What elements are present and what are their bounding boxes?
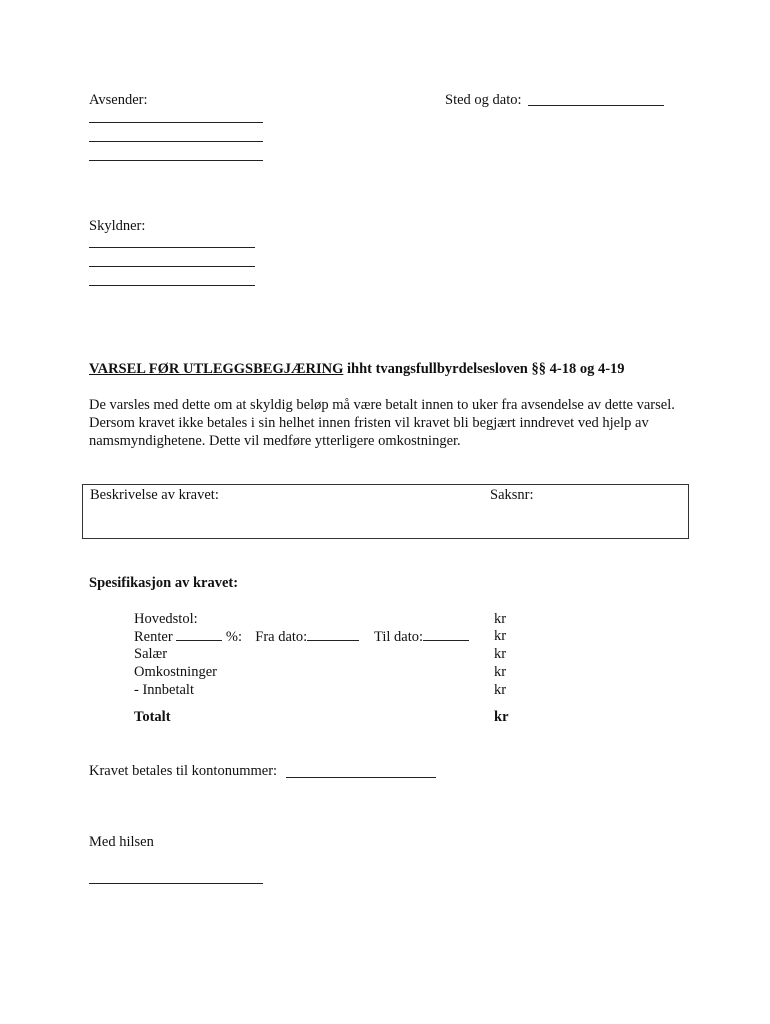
sender-line-1[interactable] — [89, 122, 263, 123]
spec-row-fee-unit: kr — [494, 646, 507, 662]
place-date-label: Sted og dato: — [445, 92, 522, 108]
spec-row-paid-unit: kr — [494, 682, 507, 698]
spec-total-label: Totalt — [134, 709, 171, 725]
interest-label: Renter — [134, 629, 173, 645]
account-label: Kravet betales til kontonummer: — [89, 763, 278, 779]
sender-line-2[interactable] — [89, 141, 263, 142]
document-heading — [89, 361, 625, 378]
spec-row-principal-unit: kr — [494, 611, 507, 627]
debtor-line-1[interactable] — [89, 247, 255, 248]
spec-row-fee: Salær — [134, 646, 168, 662]
spec-row-interest — [134, 628, 359, 646]
heading-underlined: VARSEL FØR UTLEGGSBEGJÆRING — [89, 361, 344, 377]
sender-line-3[interactable] — [89, 160, 263, 161]
signature-line[interactable] — [89, 883, 263, 884]
spec-interest-to — [374, 628, 469, 646]
spec-row-interest-unit: kr — [494, 628, 507, 644]
interest-percent-label: %: — [225, 629, 243, 645]
interest-to-label: Til dato: — [374, 629, 424, 645]
debtor-line-2[interactable] — [89, 266, 255, 267]
account-number-line[interactable] — [286, 777, 436, 778]
spec-row-costs-unit: kr — [494, 664, 507, 680]
case-number-label: Saksnr: — [490, 487, 534, 503]
debtor-line-3[interactable] — [89, 285, 255, 286]
debtor-label: Skyldner: — [89, 218, 146, 234]
heading-rest: ihht tvangsfullbyrdelsesloven §§ 4-18 og 4-19 — [343, 361, 625, 377]
spec-total-unit: kr — [494, 709, 509, 725]
claim-description-label: Beskrivelse av kravet: — [90, 487, 219, 503]
spec-row-paid: - Innbetalt — [134, 682, 194, 698]
specification-title: Spesifikasjon av kravet: — [89, 575, 239, 591]
notice-paragraph: De varsles med dette om at skyldig beløp må være betalt innen to uker fra avsendelse av dette varsel. Dersom kravet ikke betales i sin helhet innen fristen vil kravet bli begjært inndrevet ved hjelp av namsmyndighetene. Dette vil medføre ytterligere omkostninger. — [89, 397, 675, 449]
interest-rate-line[interactable] — [176, 628, 222, 641]
spec-row-costs: Omkostninger — [134, 664, 217, 680]
spec-row-principal: Hovedstol: — [134, 611, 198, 627]
claim-box — [82, 484, 689, 539]
closing-label: Med hilsen — [89, 834, 154, 850]
interest-from-line[interactable] — [307, 628, 359, 641]
interest-from-label: Fra dato: — [255, 629, 308, 645]
place-date-line[interactable] — [528, 105, 664, 106]
interest-to-line[interactable] — [423, 628, 469, 641]
sender-label: Avsender: — [89, 92, 148, 108]
